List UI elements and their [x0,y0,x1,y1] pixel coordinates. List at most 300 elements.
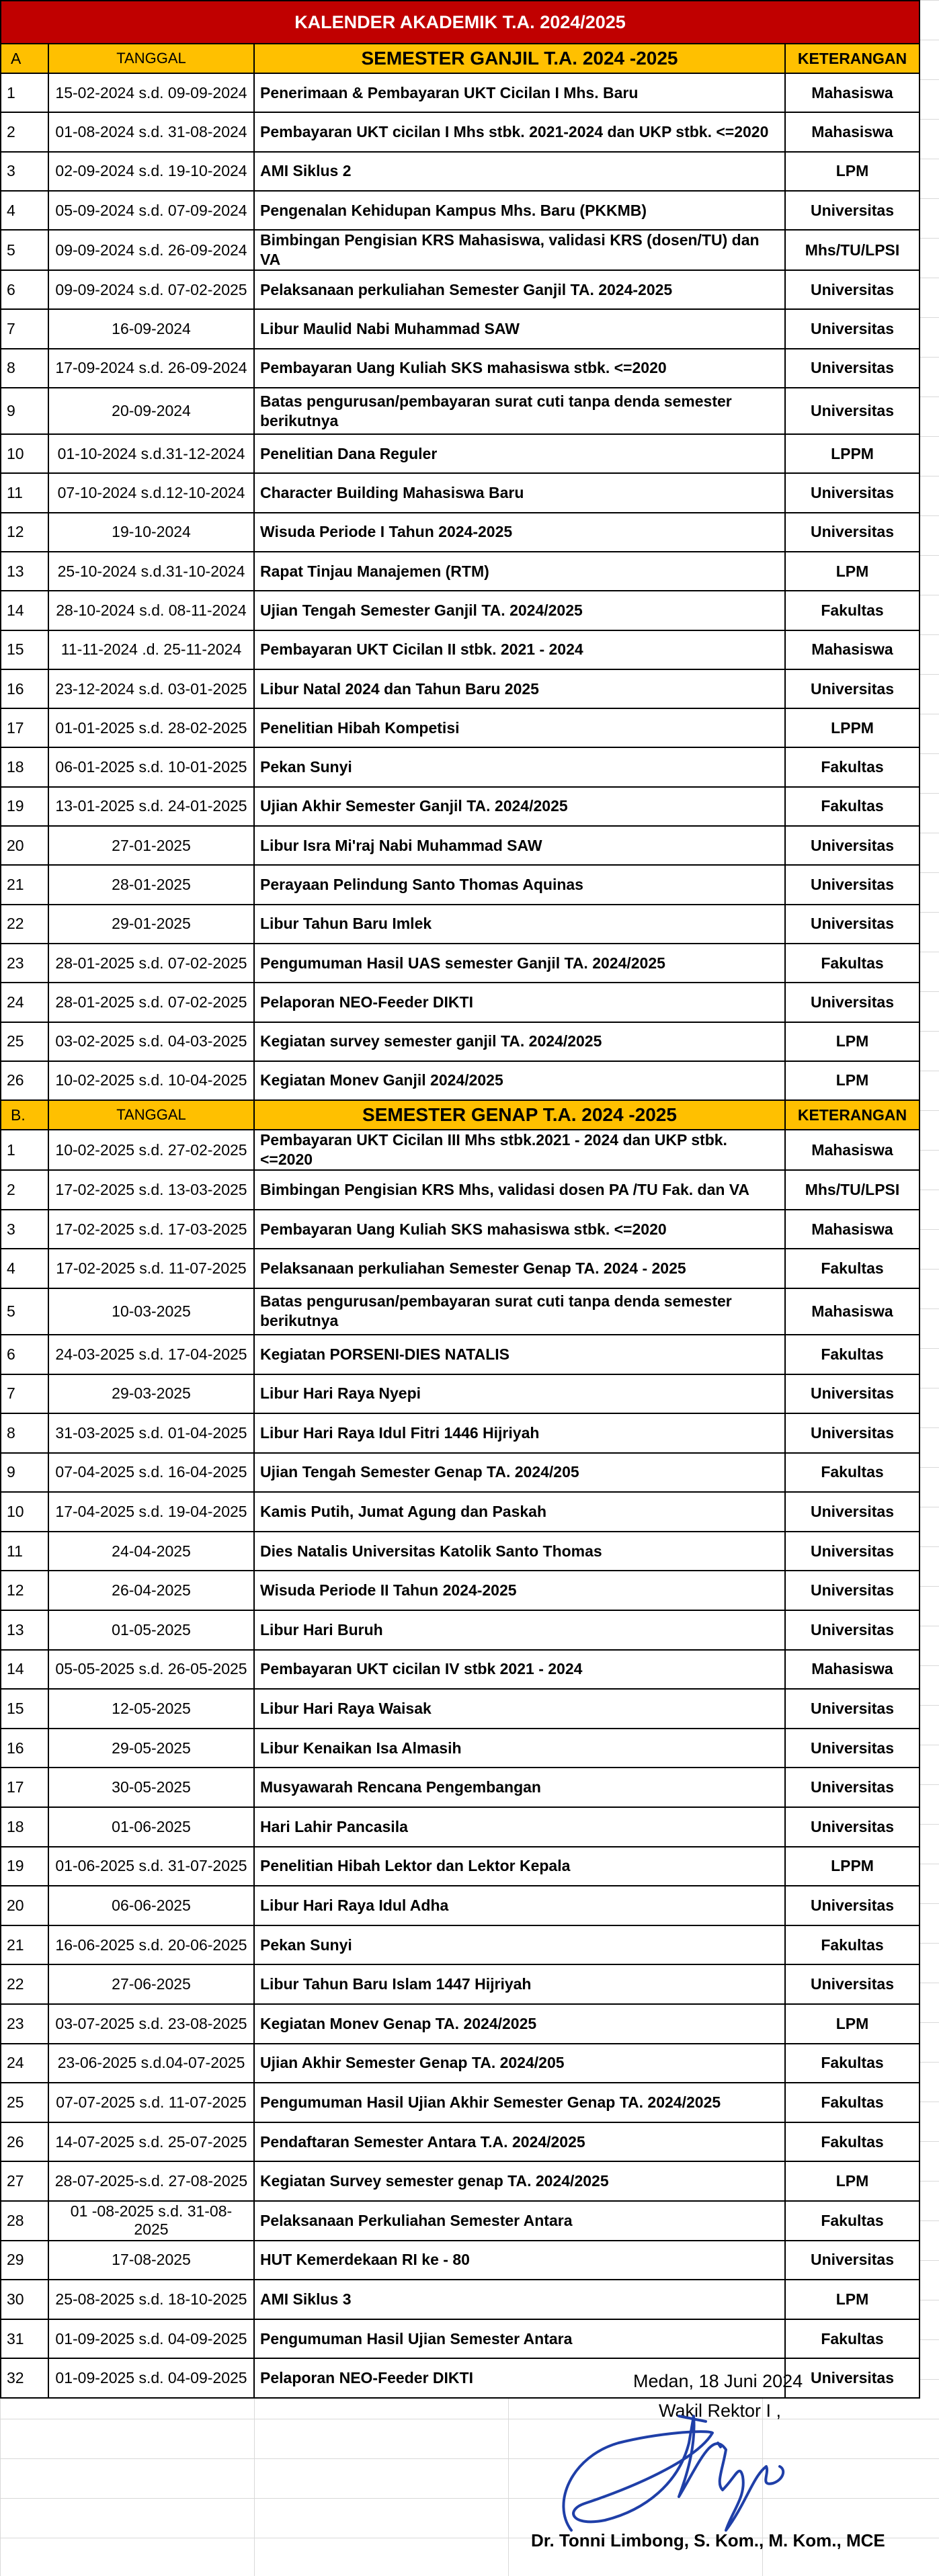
row-date: 28-07-2025-s.d. 27-08-2025 [48,2161,254,2201]
row-activity: Ujian Akhir Semester Ganjil TA. 2024/2025 [254,787,785,826]
table-row [1,983,920,1022]
table-row [1,905,920,944]
row-unit: LPM [785,152,920,191]
row-number: 3 [1,1210,48,1249]
row-activity: Batas pengurusan/pembayaran surat cuti tanpa denda semester berikutnya [254,388,785,434]
row-activity: Libur Hari Raya Idul Adha [254,1886,785,1925]
row-date: 03-07-2025 s.d. 23-08-2025 [48,2004,254,2044]
row-date: 12-05-2025 [48,1689,254,1729]
row-activity: Kegiatan Survey semester genap TA. 2024/2025 [254,2161,785,2201]
row-unit: Universitas [785,309,920,348]
row-number: 17 [1,708,48,747]
row-unit: Fakultas [785,2122,920,2162]
row-activity: Kegiatan PORSENI-DIES NATALIS [254,1335,785,1374]
row-date: 28-01-2025 s.d. 07-02-2025 [48,944,254,983]
row-activity: Penelitian Dana Reguler [254,434,785,473]
table-row [1,2004,920,2044]
row-number: 15 [1,1689,48,1729]
row-number: 8 [1,1413,48,1453]
row-date: 01-09-2025 s.d. 04-09-2025 [48,2319,254,2359]
row-activity: Hari Lahir Pancasila [254,1807,785,1847]
row-activity: Kegiatan survey semester ganjil TA. 2024/2025 [254,1022,785,1061]
row-date: 01-09-2025 s.d. 04-09-2025 [48,2358,254,2398]
table-row [1,1610,920,1650]
row-date: 01-01-2025 s.d. 28-02-2025 [48,708,254,747]
row-date: 27-06-2025 [48,1964,254,2004]
table-row [1,152,920,191]
table-row [1,1964,920,2004]
row-number: 21 [1,865,48,904]
row-date: 28-01-2025 s.d. 07-02-2025 [48,983,254,1022]
row-activity: Pelaporan NEO-Feeder DIKTI [254,2358,785,2398]
row-number: 13 [1,1610,48,1650]
row-unit: Universitas [785,826,920,865]
row-date: 26-04-2025 [48,1571,254,1610]
row-number: 29 [1,2241,48,2280]
row-number: 31 [1,2319,48,2359]
table-row [1,2280,920,2319]
row-number: 2 [1,112,48,151]
row-unit: Universitas [785,388,920,434]
row-number: 26 [1,1061,48,1100]
row-date: 29-01-2025 [48,905,254,944]
row-unit: Universitas [785,669,920,708]
row-activity: Wisuda Periode II Tahun 2024-2025 [254,1571,785,1610]
row-unit: Fakultas [785,2083,920,2122]
table-row [1,1532,920,1571]
row-unit: Universitas [785,191,920,230]
row-unit: Fakultas [785,2201,920,2241]
row-unit: LPM [785,552,920,591]
table-row [1,1130,920,1170]
row-activity: Pekan Sunyi [254,747,785,786]
row-number: 4 [1,1249,48,1288]
row-activity: Libur Tahun Baru Imlek [254,905,785,944]
row-unit: Universitas [785,1571,920,1610]
row-date: 01-10-2024 s.d.31-12-2024 [48,434,254,473]
row-activity: Bimbingan Pengisian KRS Mhs, validasi dosen PA /TU Fak. dan VA [254,1170,785,1210]
table-row [1,1453,920,1493]
row-date: 09-09-2024 s.d. 26-09-2024 [48,230,254,270]
row-activity: Pembayaran UKT Cicilan II stbk. 2021 - 2024 [254,630,785,669]
row-number: 4 [1,191,48,230]
table-row [1,708,920,747]
row-unit: LPM [785,2004,920,2044]
row-number: 25 [1,2083,48,2122]
row-date: 01-06-2025 [48,1807,254,1847]
table-row [1,1374,920,1414]
row-number: 11 [1,1532,48,1571]
row-activity: Libur Tahun Baru Islam 1447 Hijriyah [254,1964,785,2004]
calendar-title-row [1,1,920,44]
column-header-keterangan: KETERANGAN [785,44,920,73]
table-row [1,944,920,983]
signature-block [531,2366,934,2567]
row-number: 2 [1,1170,48,1210]
row-date: 24-04-2025 [48,1532,254,1571]
row-activity: Pengumuman Hasil Ujian Semester Antara [254,2319,785,2359]
table-row [1,349,920,388]
row-date: 19-10-2024 [48,513,254,552]
row-number: 9 [1,1453,48,1493]
row-unit: Fakultas [785,1335,920,1374]
table-row [1,1689,920,1729]
row-date: 05-09-2024 s.d. 07-09-2024 [48,191,254,230]
row-activity: Pembayaran UKT cicilan IV stbk 2021 - 2024 [254,1650,785,1690]
table-row [1,591,920,630]
row-unit: Universitas [785,983,920,1022]
section-heading: SEMESTER GANJIL T.A. 2024 -2025 [254,44,785,73]
row-number: 17 [1,1768,48,1807]
row-date: 06-06-2025 [48,1886,254,1925]
section-header-row [1,44,920,73]
table-row [1,1571,920,1610]
row-number: 26 [1,2122,48,2162]
row-date: 17-02-2025 s.d. 11-07-2025 [48,1249,254,1288]
row-date: 09-09-2024 s.d. 07-02-2025 [48,270,254,309]
row-unit: LPPM [785,708,920,747]
row-date: 31-03-2025 s.d. 01-04-2025 [48,1413,254,1453]
table-row [1,270,920,309]
row-activity: Ujian Tengah Semester Ganjil TA. 2024/2025 [254,591,785,630]
row-number: 22 [1,905,48,944]
table-row [1,1288,920,1335]
table-row [1,1729,920,1768]
row-date: 29-03-2025 [48,1374,254,1414]
row-unit: Universitas [785,473,920,512]
row-unit: Universitas [785,349,920,388]
row-unit: Universitas [785,1374,920,1414]
row-number: 12 [1,1571,48,1610]
row-date: 16-06-2025 s.d. 20-06-2025 [48,1925,254,1965]
row-activity: Libur Hari Raya Nyepi [254,1374,785,1414]
row-number: 6 [1,1335,48,1374]
table-row [1,309,920,348]
row-unit: Mahasiswa [785,1130,920,1170]
row-date: 06-01-2025 s.d. 10-01-2025 [48,747,254,786]
row-unit: Mahasiswa [785,112,920,151]
row-unit: LPPM [785,1847,920,1886]
row-activity: Character Building Mahasiswa Baru [254,473,785,512]
row-activity: Pembayaran UKT cicilan I Mhs stbk. 2021-2024 dan UKP stbk. <=2020 [254,112,785,151]
row-number: 14 [1,1650,48,1690]
column-header-tanggal: TANGGAL [48,44,254,73]
row-unit: LPM [785,1022,920,1061]
row-date: 16-09-2024 [48,309,254,348]
row-unit: Fakultas [785,787,920,826]
row-activity: HUT Kemerdekaan RI ke - 80 [254,2241,785,2280]
table-row [1,865,920,904]
row-activity: Penelitian Hibah Lektor dan Lektor Kepala [254,1847,785,1886]
row-activity: Pendaftaran Semester Antara T.A. 2024/2025 [254,2122,785,2162]
row-unit: Fakultas [785,1453,920,1493]
row-date: 07-04-2025 s.d. 16-04-2025 [48,1453,254,1493]
row-activity: Kegiatan Monev Ganjil 2024/2025 [254,1061,785,1100]
section-header-row [1,1100,920,1130]
row-number: 1 [1,73,48,112]
row-activity: Pengumuman Hasil Ujian Akhir Semester Genap TA. 2024/2025 [254,2083,785,2122]
row-unit: Mhs/TU/LPSI [785,1170,920,1210]
row-unit: LPM [785,1061,920,1100]
handwritten-signature [544,2403,800,2544]
row-date: 28-01-2025 [48,865,254,904]
row-activity: Batas pengurusan/pembayaran surat cuti tanpa denda semester berikutnya [254,1288,785,1335]
row-unit: Universitas [785,1807,920,1847]
row-unit: Universitas [785,905,920,944]
table-row [1,1413,920,1453]
row-date: 17-08-2025 [48,2241,254,2280]
table-row [1,1210,920,1249]
row-activity: Dies Natalis Universitas Katolik Santo Thomas [254,1532,785,1571]
row-date: 10-02-2025 s.d. 10-04-2025 [48,1061,254,1100]
row-number: 7 [1,309,48,348]
row-date: 05-05-2025 s.d. 26-05-2025 [48,1650,254,1690]
row-number: 6 [1,270,48,309]
row-number: 19 [1,1847,48,1886]
row-number: 32 [1,2358,48,2398]
row-unit: Fakultas [785,944,920,983]
row-unit: Mahasiswa [785,1650,920,1690]
row-number: 9 [1,388,48,434]
row-number: 18 [1,1807,48,1847]
row-number: 8 [1,349,48,388]
row-unit: Universitas [785,1492,920,1532]
row-date: 01-05-2025 [48,1610,254,1650]
row-number: 23 [1,944,48,983]
row-activity: Kamis Putih, Jumat Agung dan Paskah [254,1492,785,1532]
row-activity: Perayaan Pelindung Santo Thomas Aquinas [254,865,785,904]
row-date: 07-07-2025 s.d. 11-07-2025 [48,2083,254,2122]
row-date: 23-12-2024 s.d. 03-01-2025 [48,669,254,708]
row-number: 7 [1,1374,48,1414]
table-row [1,1335,920,1374]
signature-position: Wakil Rektor I , [659,2401,782,2421]
section-label: A [1,44,48,73]
table-row [1,513,920,552]
row-unit: Mahasiswa [785,1288,920,1335]
row-number: 20 [1,1886,48,1925]
table-row [1,1492,920,1532]
row-date: 23-06-2025 s.d.04-07-2025 [48,2044,254,2083]
section-heading: SEMESTER GENAP T.A. 2024 -2025 [254,1100,785,1130]
row-date: 15-02-2024 s.d. 09-09-2024 [48,73,254,112]
row-number: 1 [1,1130,48,1170]
row-number: 30 [1,2280,48,2319]
row-activity: Pelaksanaan perkuliahan Semester Ganjil TA. 2024-2025 [254,270,785,309]
row-unit: Fakultas [785,2044,920,2083]
row-date: 07-10-2024 s.d.12-10-2024 [48,473,254,512]
signatory-name: Dr. Tonni Limbong, S. Kom., M. Kom., MCE [531,2530,885,2550]
table-row [1,1807,920,1847]
table-row [1,2241,920,2280]
row-number: 11 [1,473,48,512]
table-row [1,434,920,473]
row-date: 17-09-2024 s.d. 26-09-2024 [48,349,254,388]
row-activity: Libur Hari Raya Idul Fitri 1446 Hijriyah [254,1413,785,1453]
row-activity: AMI Siklus 2 [254,152,785,191]
row-unit: Universitas [785,1689,920,1729]
row-activity: Musyawarah Rencana Pengembangan [254,1768,785,1807]
row-unit: Universitas [785,1729,920,1768]
row-unit: Universitas [785,1886,920,1925]
row-number: 23 [1,2004,48,2044]
row-activity: Rapat Tinjau Manajemen (RTM) [254,552,785,591]
row-number: 15 [1,630,48,669]
row-number: 27 [1,2161,48,2201]
table-row [1,552,920,591]
row-activity: Pekan Sunyi [254,1925,785,1965]
row-activity: Pengumuman Hasil UAS semester Ganjil TA. 2024/2025 [254,944,785,983]
row-activity: Libur Isra Mi'raj Nabi Muhammad SAW [254,826,785,865]
table-row [1,826,920,865]
row-unit: Universitas [785,865,920,904]
table-row [1,2044,920,2083]
row-date: 10-02-2025 s.d. 27-02-2025 [48,1130,254,1170]
row-activity: Bimbingan Pengisian KRS Mahasiswa, validasi KRS (dosen/TU) dan VA [254,230,785,270]
row-activity: Ujian Tengah Semester Genap TA. 2024/205 [254,1453,785,1493]
row-date: 01-06-2025 s.d. 31-07-2025 [48,1847,254,1886]
row-activity: Penerimaan & Pembayaran UKT Cicilan I Mhs. Baru [254,73,785,112]
table-row [1,1925,920,1965]
row-unit: Mahasiswa [785,73,920,112]
row-date: 27-01-2025 [48,826,254,865]
row-unit: Universitas [785,1610,920,1650]
table-row [1,669,920,708]
table-row [1,2201,920,2241]
row-number: 14 [1,591,48,630]
row-unit: Mhs/TU/LPSI [785,230,920,270]
row-date: 17-02-2025 s.d. 13-03-2025 [48,1170,254,1210]
row-number: 22 [1,1964,48,2004]
table-row [1,787,920,826]
row-date: 24-03-2025 s.d. 17-04-2025 [48,1335,254,1374]
table-row [1,473,920,512]
row-number: 16 [1,1729,48,1768]
row-activity: Pelaporan NEO-Feeder DIKTI [254,983,785,1022]
row-date: 30-05-2025 [48,1768,254,1807]
row-unit: Fakultas [785,747,920,786]
row-number: 18 [1,747,48,786]
row-date: 14-07-2025 s.d. 25-07-2025 [48,2122,254,2162]
row-number: 16 [1,669,48,708]
row-unit: LPPM [785,434,920,473]
row-unit: Fakultas [785,2319,920,2359]
table-row [1,1886,920,1925]
row-number: 19 [1,787,48,826]
row-activity: Ujian Akhir Semester Genap TA. 2024/205 [254,2044,785,2083]
row-date: 13-01-2025 s.d. 24-01-2025 [48,787,254,826]
row-number: 25 [1,1022,48,1061]
row-activity: Libur Hari Buruh [254,1610,785,1650]
row-date: 03-02-2025 s.d. 04-03-2025 [48,1022,254,1061]
row-unit: Universitas [785,2241,920,2280]
column-header-keterangan: KETERANGAN [785,1100,920,1130]
table-row [1,1768,920,1807]
row-number: 28 [1,2201,48,2241]
row-date: 28-10-2024 s.d. 08-11-2024 [48,591,254,630]
table-row [1,630,920,669]
row-number: 10 [1,1492,48,1532]
table-row [1,73,920,112]
table-row [1,2083,920,2122]
row-date: 01 -08-2025 s.d. 31-08-2025 [48,2201,254,2241]
row-number: 21 [1,1925,48,1965]
row-number: 13 [1,552,48,591]
signature-place-date: Medan, 18 Juni 2024 [633,2371,803,2391]
row-date: 10-03-2025 [48,1288,254,1335]
row-activity: Pelaksanaan Perkuliahan Semester Antara [254,2201,785,2241]
row-number: 10 [1,434,48,473]
table-row [1,2161,920,2201]
row-number: 5 [1,1288,48,1335]
table-row [1,191,920,230]
row-unit: Fakultas [785,1925,920,1965]
row-date: 25-08-2025 s.d. 18-10-2025 [48,2280,254,2319]
table-row [1,1170,920,1210]
row-activity: Libur Kenaikan Isa Almasih [254,1729,785,1768]
row-date: 01-08-2024 s.d. 31-08-2024 [48,112,254,151]
row-activity: Pelaksanaan perkuliahan Semester Genap TA. 2024 - 2025 [254,1249,785,1288]
table-row [1,747,920,786]
table-row [1,1022,920,1061]
row-date: 17-02-2025 s.d. 17-03-2025 [48,1210,254,1249]
row-unit: Universitas [785,1964,920,2004]
row-date: 25-10-2024 s.d.31-10-2024 [48,552,254,591]
row-number: 12 [1,513,48,552]
table-row [1,1249,920,1288]
row-date: 11-11-2024 .d. 25-11-2024 [48,630,254,669]
row-unit: Fakultas [785,1249,920,1288]
section-label: B. [1,1100,48,1130]
row-number: 24 [1,983,48,1022]
table-row [1,388,920,434]
row-date: 17-04-2025 s.d. 19-04-2025 [48,1492,254,1532]
table-row [1,112,920,151]
row-unit: Fakultas [785,591,920,630]
row-number: 3 [1,152,48,191]
row-activity: Pembayaran UKT Cicilan III Mhs stbk.2021 - 2024 dan UKP stbk. <=2020 [254,1130,785,1170]
calendar-title: KALENDER AKADEMIK T.A. 2024/2025 [1,1,920,44]
column-header-tanggal: TANGGAL [48,1100,254,1130]
row-unit: Universitas [785,1768,920,1807]
row-unit: Universitas [785,1413,920,1453]
row-activity: Pengenalan Kehidupan Kampus Mhs. Baru (PKKMB) [254,191,785,230]
table-row [1,230,920,270]
row-unit: Universitas [785,270,920,309]
table-row [1,2122,920,2162]
row-activity: Pembayaran Uang Kuliah SKS mahasiswa stbk. <=2020 [254,349,785,388]
table-row [1,1061,920,1100]
row-activity: Penelitian Hibah Kompetisi [254,708,785,747]
row-activity: Libur Maulid Nabi Muhammad SAW [254,309,785,348]
table-row [1,1650,920,1690]
row-number: 5 [1,230,48,270]
row-date: 02-09-2024 s.d. 19-10-2024 [48,152,254,191]
row-unit: Mahasiswa [785,1210,920,1249]
row-activity: Libur Natal 2024 dan Tahun Baru 2025 [254,669,785,708]
table-row [1,2319,920,2359]
row-unit: LPM [785,2161,920,2201]
row-unit: Universitas [785,1532,920,1571]
row-unit: LPM [785,2280,920,2319]
row-unit: Mahasiswa [785,630,920,669]
row-activity: Wisuda Periode I Tahun 2024-2025 [254,513,785,552]
row-activity: Pembayaran Uang Kuliah SKS mahasiswa stbk. <=2020 [254,1210,785,1249]
row-number: 20 [1,826,48,865]
table-row [1,1847,920,1886]
row-activity: Kegiatan Monev Genap TA. 2024/2025 [254,2004,785,2044]
row-activity: AMI Siklus 3 [254,2280,785,2319]
